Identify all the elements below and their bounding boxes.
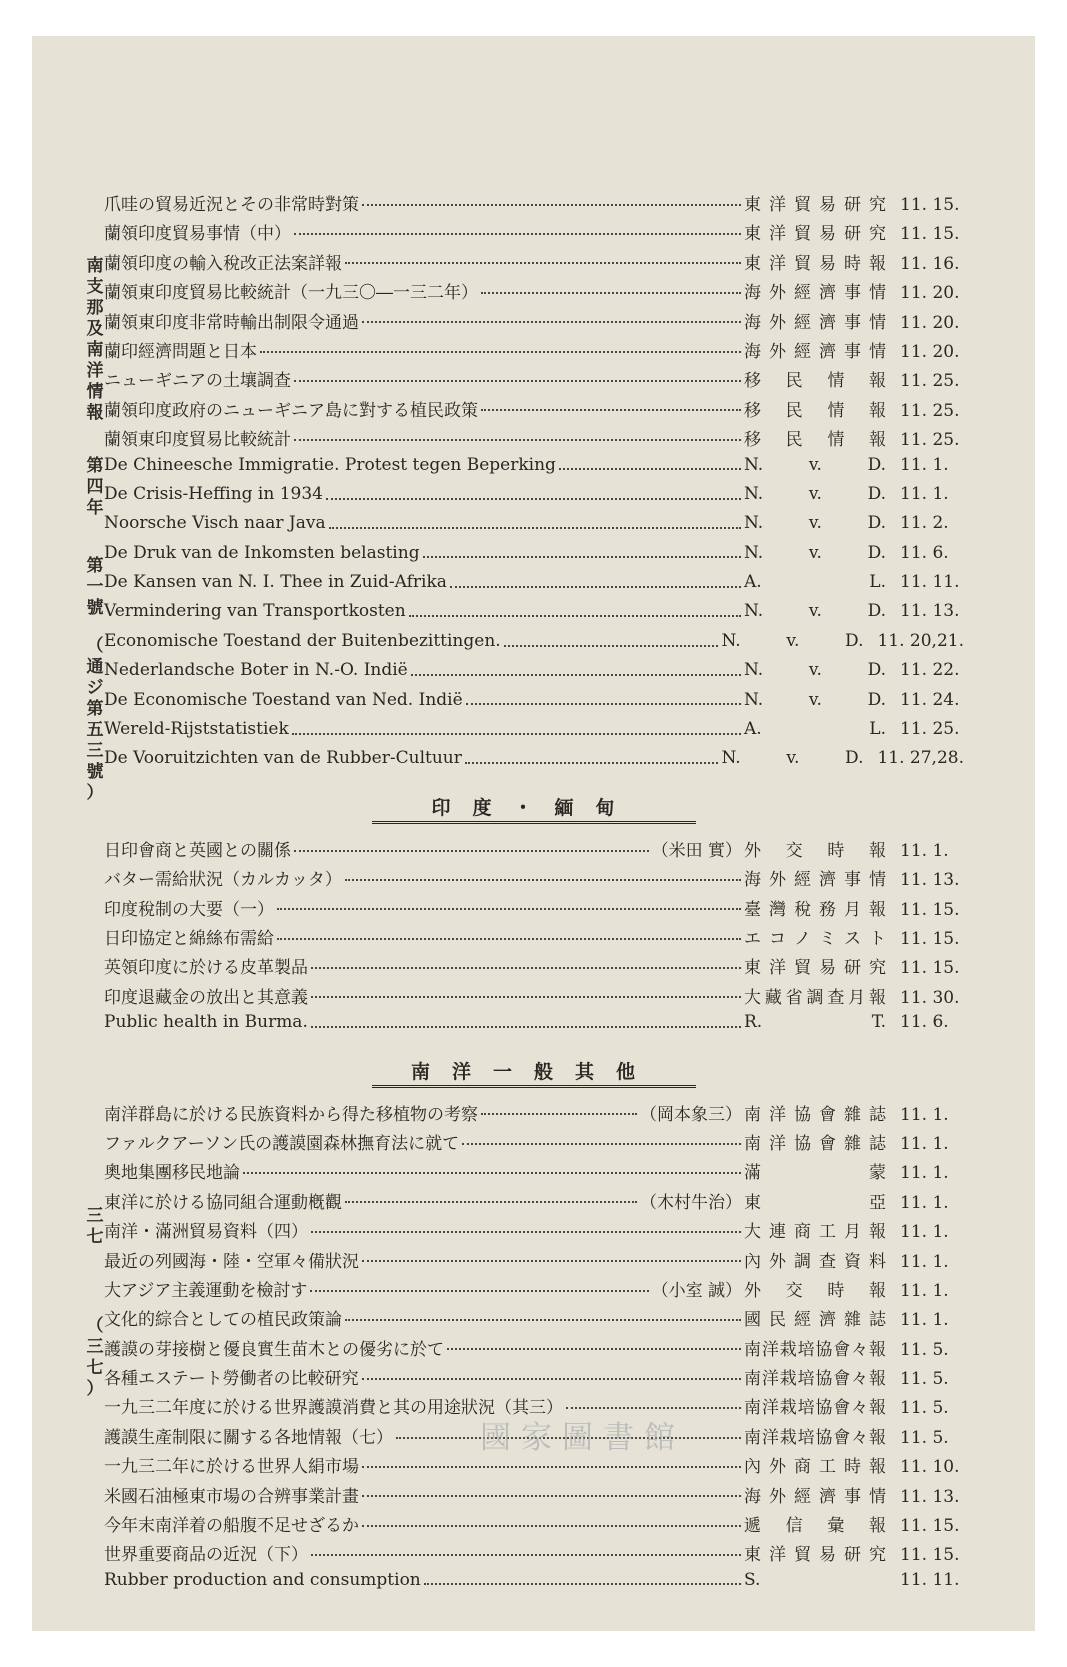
- entry-title: 爪哇の貿易近況とその非常時對策: [104, 195, 359, 215]
- leader-dots: [447, 1348, 741, 1350]
- bibliography-entry: [104, 836, 964, 865]
- leader-dots: [362, 204, 741, 206]
- entry-title: 一九三二年度に於ける世界護謨消費と其の用途狀況（其三）: [104, 1398, 563, 1419]
- entry-author: （岡本象三）: [640, 1104, 742, 1125]
- bibliography-entry: [104, 1540, 964, 1569]
- entry-source: 遞 信 彙 報: [744, 1516, 886, 1537]
- entry-issue-date: 11. 1.: [900, 1222, 949, 1243]
- entry-title: Public health in Burma.: [104, 1012, 308, 1033]
- leader-dots: [345, 262, 741, 264]
- entry-issue-date: 11. 13.: [900, 870, 960, 891]
- heading-general: [104, 1042, 964, 1100]
- entry-issue-date: 11. 2.: [900, 513, 949, 534]
- entry-source: R. T.: [744, 1012, 886, 1033]
- leader-dots: [311, 967, 741, 969]
- leader-dots: [362, 1525, 741, 1527]
- entry-title: 最近の列國海・陸・空軍々備狀況: [104, 1251, 359, 1272]
- leader-dots: [310, 1290, 648, 1292]
- entry-title: 蘭領印度貿易事情（中）: [104, 224, 291, 245]
- entry-title: 米國石油極東市場の合辨事業計畫: [104, 1486, 359, 1507]
- entry-title: 蘭領東印度貿易比較統計: [104, 430, 291, 451]
- entry-source: 南洋協會雜誌: [744, 1104, 886, 1125]
- bibliography-entry: [104, 425, 964, 454]
- bibliography-entry: [104, 366, 964, 395]
- entry-source: 東洋貿易研究: [744, 958, 886, 979]
- journal-page: [32, 36, 1035, 1631]
- entry-author: （小室 誠）: [651, 1280, 742, 1301]
- leader-dots: [481, 1113, 637, 1115]
- entry-source: S.: [744, 1569, 761, 1590]
- margin-issue-text: 第 一 號: [86, 556, 104, 618]
- entry-issue-date: 11. 1.: [900, 1133, 949, 1154]
- bibliography-entry: [104, 1276, 964, 1305]
- entry-title: Rubber production and consumption: [104, 1569, 421, 1590]
- leader-dots: [294, 439, 741, 441]
- bibliography-entry: [104, 1217, 964, 1246]
- entry-source: 移 民 情 報: [744, 430, 886, 451]
- entry-issue-date: 11. 11.: [900, 1569, 960, 1590]
- leader-dots: [462, 1143, 741, 1145]
- entry-issue-date: 11. 6.: [900, 542, 949, 563]
- bibliography-entry: [104, 953, 964, 982]
- entry-title: ニューギニアの土壤調查: [104, 371, 291, 392]
- heading-india-burma-text: 印度・緬甸: [431, 797, 637, 820]
- leader-dots: [277, 908, 741, 910]
- leader-dots: [481, 292, 741, 294]
- bibliography-entry: [104, 1482, 964, 1511]
- leader-dots: [423, 556, 741, 558]
- entry-source: A. L.: [744, 719, 886, 740]
- bibliography-entry: [104, 572, 964, 601]
- entry-source: N. v. D.: [721, 630, 864, 651]
- entry-issue-date: 11. 25.: [900, 430, 960, 451]
- bibliography-entry: [104, 190, 964, 219]
- entry-source: 外 交 時 報: [744, 1280, 886, 1301]
- bibliography-entry: [104, 719, 964, 748]
- bibliography-entry: [104, 660, 964, 689]
- entry-issue-date: 11. 15.: [900, 928, 960, 949]
- bibliography-entry: [104, 513, 964, 542]
- entry-title: 蘭印經濟問題と日本: [104, 341, 257, 362]
- leader-dots: [362, 321, 741, 323]
- entry-source: 海外經濟事情: [744, 1486, 886, 1507]
- entry-issue-date: 11. 16.: [900, 253, 960, 274]
- entry-source: 海外經濟事情: [744, 312, 886, 333]
- entry-issue-date: 11. 1.: [900, 483, 949, 504]
- entry-title: 東洋に於ける協同組合運動槪觀: [104, 1192, 342, 1213]
- bibliography-entry: [104, 1364, 964, 1393]
- entry-source: 內外調查資料: [744, 1251, 886, 1272]
- leader-dots: [311, 1026, 741, 1028]
- margin-volume-text: 第 四 年: [86, 456, 104, 518]
- bibliography-entry: [104, 1570, 964, 1599]
- entry-issue-date: 11. 5.: [900, 1398, 949, 1419]
- bibliography-entry: [104, 1012, 964, 1041]
- entry-title: 世界重要商品の近況（下）: [104, 1545, 308, 1566]
- entry-title: 文化的綜合としての植民政策論: [104, 1310, 342, 1331]
- leader-dots: [292, 733, 741, 735]
- bibliography-entry: [104, 455, 964, 484]
- leader-dots: [559, 468, 741, 470]
- entry-issue-date: 11. 27,28.: [877, 748, 964, 769]
- bibliography-entry: [104, 895, 964, 924]
- entry-title: De Chineesche Immigratie. Protest tegen Beperking: [104, 454, 556, 475]
- leader-dots: [345, 879, 741, 881]
- entry-issue-date: 11. 1.: [900, 1310, 949, 1331]
- heading-india-burma: [104, 778, 964, 836]
- entry-source: N. v. D.: [721, 748, 864, 769]
- entry-title: 護謨生產制限に關する各地情報（七）: [104, 1427, 393, 1448]
- entry-issue-date: 11. 10.: [900, 1457, 960, 1478]
- entry-issue-date: 11. 20.: [900, 283, 960, 304]
- entry-source: 大連商工月報: [744, 1222, 886, 1243]
- entry-issue-date: 11. 15.: [900, 1516, 960, 1537]
- bibliography-entry: [104, 748, 964, 777]
- entry-issue-date: 11. 1.: [900, 1163, 949, 1184]
- entry-title: 印度稅制の大要（一）: [104, 899, 274, 920]
- bibliography-entry: [104, 983, 964, 1012]
- entry-source: N. v. D.: [744, 660, 886, 681]
- entry-issue-date: 11. 1.: [900, 1251, 949, 1272]
- entry-issue-date: 11. 25.: [900, 400, 960, 421]
- entry-title: 日印協定と綿絲布需給: [104, 928, 274, 949]
- entry-title: 蘭領印度の輸入稅改正法案詳報: [104, 253, 342, 274]
- entry-source: エコノミスト: [744, 928, 886, 949]
- entry-issue-date: 11. 25.: [900, 371, 960, 392]
- bibliography-entry: [104, 1247, 964, 1276]
- leader-dots: [294, 850, 649, 852]
- entry-source: A. L.: [744, 572, 886, 593]
- leader-dots: [294, 233, 741, 235]
- entry-title: 護謨の芽接樹と優良實生苗木との優劣に於て: [104, 1339, 444, 1360]
- leader-dots: [260, 351, 741, 353]
- entry-title: 奧地集團移民地論: [104, 1163, 240, 1184]
- entry-issue-date: 11. 20.: [900, 312, 960, 333]
- entry-source: 海外經濟事情: [744, 283, 886, 304]
- entry-issue-date: 11. 30.: [900, 987, 960, 1008]
- entry-title: De Druk van de Inkomsten belasting: [104, 542, 420, 563]
- entry-source: 海外經濟事情: [744, 870, 886, 891]
- bibliography-entry: [104, 249, 964, 278]
- entry-title: Vermindering van Transportkosten: [104, 601, 406, 622]
- leader-dots: [311, 1554, 741, 1556]
- entry-title: Nederlandsche Boter in N.-O. Indië: [104, 660, 408, 681]
- entry-author: （木村牛治）: [640, 1192, 742, 1213]
- entry-issue-date: 11. 5.: [900, 1339, 949, 1360]
- entry-source: 滿 蒙: [744, 1163, 886, 1184]
- entry-source: 南洋栽培協會々報: [744, 1369, 886, 1390]
- entry-title: バター需給狀況（カルカッタ）: [104, 870, 342, 891]
- entry-source: N. v. D.: [744, 689, 886, 710]
- bibliography-entry: [104, 219, 964, 248]
- leader-dots: [411, 674, 741, 676]
- bibliography-entry: [104, 1188, 964, 1217]
- leader-dots: [362, 1466, 741, 1468]
- entry-issue-date: 11. 1.: [900, 454, 949, 475]
- bibliography-entry: [104, 601, 964, 630]
- entry-title: 各種エステート勞働者の比較研究: [104, 1369, 359, 1390]
- entry-title: De Vooruitzichten van de Rubber-Cultuur: [104, 748, 462, 769]
- entry-title: De Economische Toestand van Ned. Indië: [104, 689, 463, 710]
- bibliography-entry: [104, 924, 964, 953]
- entry-source: N. v. D.: [744, 542, 886, 563]
- bibliography-entry: [104, 396, 964, 425]
- entry-title: De Kansen van N. I. Thee in Zuid-Afrika: [104, 572, 447, 593]
- entry-issue-date: 11. 15.: [900, 1545, 960, 1566]
- entry-issue-date: 11. 13.: [900, 601, 960, 622]
- heading-rule: [372, 1085, 696, 1088]
- bibliography-entry: [104, 484, 964, 513]
- entry-source: 南洋栽培協會々報: [744, 1427, 886, 1448]
- entry-issue-date: 11. 24.: [900, 689, 960, 710]
- entry-author: （米田 實）: [651, 840, 742, 861]
- bibliography-entry: [104, 1511, 964, 1540]
- entry-title: 蘭領東印度非常時輸出制限令通過: [104, 312, 359, 333]
- entry-source: 大藏省調查月報: [744, 987, 886, 1008]
- entry-source: 東洋貿易研究: [744, 195, 886, 215]
- entry-source: N. v. D.: [744, 454, 886, 475]
- library-watermark: 國家圖書館: [480, 1420, 685, 1456]
- entry-issue-date: 11. 1.: [900, 1104, 949, 1125]
- entry-source: 外 交 時 報: [744, 840, 886, 861]
- entry-source: 移 民 情 報: [744, 400, 886, 421]
- leader-dots: [243, 1172, 741, 1174]
- entry-source: N. v. D.: [744, 601, 886, 622]
- entry-source: 臺灣稅務月報: [744, 899, 886, 920]
- entry-issue-date: 11. 25.: [900, 719, 960, 740]
- bibliography-column: [104, 190, 964, 1599]
- entry-issue-date: 11. 15.: [900, 224, 960, 245]
- bibliography-entry: [104, 308, 964, 337]
- margin-page-kanji: 三 七: [86, 1206, 104, 1247]
- entry-source: 東 亞: [744, 1192, 886, 1213]
- leader-dots: [465, 762, 719, 764]
- leader-dots: [326, 498, 741, 500]
- bibliography-entry: [104, 543, 964, 572]
- leader-dots: [329, 527, 741, 529]
- margin-cumulative-text: （ 通 ジ 第 五 三 號 ）: [86, 636, 104, 803]
- section-netherlands-indies: [104, 190, 964, 778]
- entry-title: Wereld-Rijststatistiek: [104, 719, 289, 740]
- bibliography-entry: [104, 1335, 964, 1364]
- entry-source: 東洋貿易研究: [744, 1545, 886, 1566]
- entry-title: 日印會商と英國との關係: [104, 840, 291, 861]
- entry-issue-date: 11. 11.: [900, 572, 960, 593]
- entry-source: N. v. D.: [744, 483, 886, 504]
- entry-title: 一九三二年に於ける世界人絹市場: [104, 1457, 359, 1478]
- leader-dots: [424, 1583, 741, 1585]
- entry-issue-date: 11. 15.: [900, 195, 960, 215]
- leader-dots: [362, 1378, 741, 1380]
- margin-journal-text: 南 支 那 及 南 洋 情 報: [86, 256, 104, 423]
- entry-title: 南洋・滿洲貿易資料（四）: [104, 1222, 308, 1243]
- entry-title: Economische Toestand der Buitenbezittingen.: [104, 630, 501, 651]
- entry-issue-date: 11. 13.: [900, 1486, 960, 1507]
- entry-title: 印度退藏金の放出と其意義: [104, 987, 308, 1008]
- entry-title: 南洋群島に於ける民族資料から得た移植物の考察: [104, 1104, 478, 1125]
- leader-dots: [450, 586, 741, 588]
- heading-general-text: 南洋一般其他: [410, 1061, 657, 1084]
- bibliography-entry: [104, 1305, 964, 1334]
- entry-source: 南洋栽培協會々報: [744, 1339, 886, 1360]
- entry-title: 今年末南洋着の船腹不足せざるか: [104, 1516, 359, 1537]
- bibliography-entry: [104, 1158, 964, 1187]
- bibliography-entry: [104, 631, 964, 660]
- bibliography-entry: [104, 1129, 964, 1158]
- entry-source: 東洋貿易時報: [744, 253, 886, 274]
- bibliography-entry: [104, 337, 964, 366]
- section-india-burma: [104, 836, 964, 1042]
- bibliography-entry: [104, 278, 964, 307]
- entry-issue-date: 11. 20,21.: [877, 630, 964, 651]
- entry-title: Noorsche Visch naar Java: [104, 513, 326, 534]
- entry-issue-date: 11. 15.: [900, 958, 960, 979]
- entry-source: 國民經濟雜誌: [744, 1310, 886, 1331]
- entry-source: 東洋貿易研究: [744, 224, 886, 245]
- leader-dots: [504, 645, 719, 647]
- entry-source: 內外商工時報: [744, 1457, 886, 1478]
- leader-dots: [311, 1231, 741, 1233]
- leader-dots: [277, 938, 741, 940]
- entry-issue-date: 11. 6.: [900, 1012, 949, 1033]
- leader-dots: [362, 1260, 741, 1262]
- entry-title: 蘭領印度政府のニューギニア島に對する植民政策: [104, 400, 478, 421]
- leader-dots: [294, 380, 741, 382]
- bibliography-entry: [104, 865, 964, 894]
- entry-issue-date: 11. 1.: [900, 840, 949, 861]
- leader-dots: [466, 703, 741, 705]
- entry-source: 南洋協會雜誌: [744, 1133, 886, 1154]
- bibliography-entry: [104, 690, 964, 719]
- leader-dots: [409, 615, 741, 617]
- entry-issue-date: 11. 15.: [900, 899, 960, 920]
- leader-dots: [311, 996, 741, 998]
- leader-dots: [481, 409, 741, 411]
- entry-source: N. v. D.: [744, 513, 886, 534]
- entry-issue-date: 11. 5.: [900, 1427, 949, 1448]
- entry-issue-date: 11. 22.: [900, 660, 960, 681]
- entry-title: 大アジア主義運動を檢討す: [104, 1280, 308, 1301]
- leader-dots: [566, 1407, 741, 1409]
- entry-title: 蘭領東印度貿易比較統計（一九三〇―一三二年）: [104, 283, 478, 304]
- entry-issue-date: 11. 5.: [900, 1369, 949, 1390]
- entry-title: De Crisis-Heffing in 1934: [104, 483, 323, 504]
- margin-page-paren: （ 三 七 ）: [86, 1316, 104, 1399]
- entry-issue-date: 11. 1.: [900, 1192, 949, 1213]
- entry-source: 海外經濟事情: [744, 341, 886, 362]
- leader-dots: [345, 1319, 741, 1321]
- entry-issue-date: 11. 1.: [900, 1280, 949, 1301]
- entry-title: 英領印度に於ける皮革製品: [104, 958, 308, 979]
- entry-issue-date: 11. 20.: [900, 341, 960, 362]
- entry-source: 南洋栽培協會々報: [744, 1398, 886, 1419]
- bibliography-entry: [104, 1100, 964, 1129]
- leader-dots: [362, 1495, 741, 1497]
- entry-title: ファルクアーソン氏の護謨園森林撫育法に就て: [104, 1133, 460, 1154]
- leader-dots: [345, 1201, 637, 1203]
- entry-source: 移 民 情 報: [744, 371, 886, 392]
- section-general: [104, 1100, 964, 1600]
- heading-rule: [372, 821, 696, 824]
